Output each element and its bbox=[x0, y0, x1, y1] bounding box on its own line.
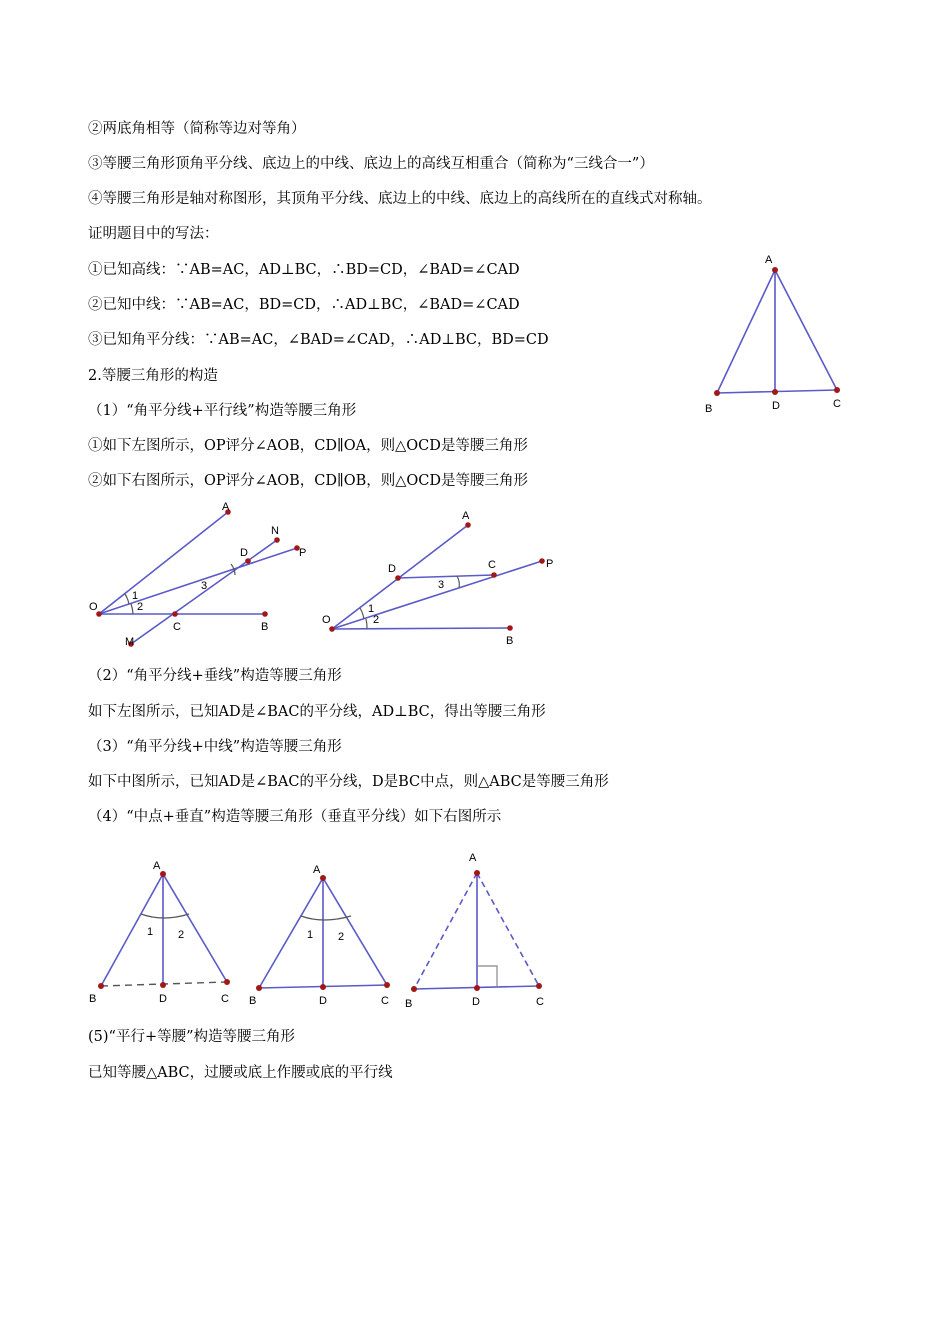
point-c bbox=[172, 611, 178, 617]
point-a bbox=[320, 875, 326, 881]
arc-angle-bac bbox=[141, 914, 189, 918]
point-d bbox=[474, 985, 480, 991]
label-angle-3: 3 bbox=[201, 580, 208, 592]
label-c: C bbox=[221, 993, 229, 1005]
label-angle-2: 2 bbox=[178, 929, 185, 941]
arc-angle-1 bbox=[125, 594, 129, 604]
label-angle-2: 2 bbox=[137, 601, 144, 613]
point-b bbox=[98, 983, 104, 989]
label-a: A bbox=[222, 501, 230, 513]
figure-bisector-perpendicular bbox=[85, 850, 250, 1010]
label-a: A bbox=[462, 510, 470, 522]
text-line-9: （1）“角平分线+平行线”构造等腰三角形 bbox=[88, 403, 357, 419]
point-c bbox=[224, 979, 230, 985]
label-d: D bbox=[472, 996, 480, 1008]
segment-ac bbox=[323, 878, 387, 985]
text-line-18: 已知等腰△ABC，过腰或底上作腰或底的平行线 bbox=[88, 1065, 393, 1081]
text-line-12: （2）“角平分线+垂线”构造等腰三角形 bbox=[88, 668, 342, 684]
text-line-14: （3）“角平分线+中线”构造等腰三角形 bbox=[88, 739, 342, 755]
figure-bisector-median bbox=[245, 850, 413, 1010]
segment-ab bbox=[717, 270, 775, 393]
figure-midpoint-perpendicular bbox=[400, 845, 565, 1015]
label-o: O bbox=[322, 614, 331, 626]
label-n: N bbox=[271, 525, 279, 537]
label-p: P bbox=[299, 547, 307, 559]
point-b bbox=[411, 986, 417, 992]
figure-triangle-abc-altitude bbox=[695, 245, 855, 420]
segment-ac bbox=[775, 270, 837, 390]
label-d: D bbox=[159, 993, 167, 1005]
point-c bbox=[384, 982, 390, 988]
segment-dc bbox=[398, 575, 494, 578]
segment-ac bbox=[163, 874, 227, 982]
point-a bbox=[474, 870, 480, 876]
point-o bbox=[329, 626, 335, 632]
text-line-4: 证明题目中的写法： bbox=[88, 226, 219, 242]
point-d bbox=[320, 984, 326, 990]
text-line-1: ②两底角相等（简称等边对等角） bbox=[88, 121, 306, 137]
figure-bisector-parallel-right bbox=[320, 505, 570, 650]
text-line-8: 2.等腰三角形的构造 bbox=[88, 368, 218, 384]
line-mn bbox=[131, 540, 277, 644]
arc-angle-3 bbox=[457, 576, 459, 588]
label-a: A bbox=[469, 852, 477, 864]
arc-angle-1 bbox=[360, 608, 364, 619]
label-d: D bbox=[240, 547, 248, 559]
label-d: D bbox=[319, 995, 327, 1007]
right-angle-mark bbox=[477, 966, 497, 987]
label-angle-2: 2 bbox=[338, 931, 345, 943]
point-c bbox=[536, 983, 542, 989]
label-c: C bbox=[381, 995, 389, 1007]
label-m: M bbox=[125, 636, 135, 648]
ray-oa bbox=[99, 512, 228, 614]
arc-angle-bac bbox=[301, 916, 351, 920]
label-d: D bbox=[388, 563, 396, 575]
point-d bbox=[395, 575, 401, 581]
text-line-17: (5)“平行+等腰”构造等腰三角形 bbox=[88, 1029, 296, 1045]
point-d bbox=[772, 389, 778, 395]
text-line-5: ①已知高线：∵AB=AC，AD⊥BC，∴BD=CD，∠BAD=∠CAD bbox=[88, 262, 520, 278]
ray-op bbox=[99, 548, 297, 614]
point-p bbox=[539, 558, 545, 564]
label-b: B bbox=[249, 995, 257, 1007]
label-a: A bbox=[153, 860, 161, 872]
point-b bbox=[714, 390, 720, 396]
label-b: B bbox=[405, 998, 413, 1010]
label-b: B bbox=[705, 403, 713, 415]
label-b: B bbox=[89, 993, 97, 1005]
label-p: P bbox=[546, 558, 554, 570]
label-b: B bbox=[506, 635, 514, 647]
label-b: B bbox=[261, 621, 269, 633]
text-line-6: ②已知中线：∵AB=AC，BD=CD，∴AD⊥BC，∠BAD=∠CAD bbox=[88, 297, 520, 313]
label-c: C bbox=[488, 559, 496, 571]
label-a: A bbox=[313, 864, 321, 876]
segment-ac-dashed bbox=[477, 873, 539, 986]
point-d bbox=[245, 558, 251, 564]
segment-ab-dashed bbox=[414, 873, 477, 989]
point-c bbox=[491, 572, 497, 578]
point-c bbox=[834, 387, 840, 393]
text-line-3: ④等腰三角形是轴对称图形，其顶角平分线、底边上的中线、底边上的高线所在的直线式对称轴。 bbox=[88, 191, 712, 207]
text-line-16: （4）“中点+垂直”构造等腰三角形（垂直平分线）如下右图所示 bbox=[88, 809, 502, 825]
point-a bbox=[465, 522, 471, 528]
label-c: C bbox=[173, 621, 181, 633]
label-o: O bbox=[89, 601, 98, 613]
arc-angle-2 bbox=[366, 619, 367, 629]
arc-angle-2 bbox=[131, 604, 133, 614]
text-line-13: 如下左图所示，已知AD是∠BAC的平分线，AD⊥BC，得出等腰三角形 bbox=[88, 704, 546, 720]
point-a bbox=[772, 267, 778, 273]
segment-ab bbox=[101, 874, 163, 986]
point-b bbox=[507, 625, 513, 631]
ray-ob bbox=[332, 628, 510, 629]
text-line-2: ③等腰三角形顶角平分线、底边上的中线、底边上的高线互相重合（简称为“三线合一”） bbox=[88, 156, 654, 172]
text-line-7: ③已知角平分线：∵AB=AC，∠BAD=∠CAD，∴AD⊥BC，BD=CD bbox=[88, 332, 549, 348]
point-b bbox=[256, 985, 262, 991]
text-line-10: ①如下左图所示，OP评分∠AOB，CD∥OA，则△OCD是等腰三角形 bbox=[88, 438, 528, 454]
label-angle-3: 3 bbox=[438, 579, 445, 591]
label-a: A bbox=[765, 254, 773, 266]
label-angle-1: 1 bbox=[307, 929, 314, 941]
label-c: C bbox=[833, 398, 841, 410]
label-angle-1: 1 bbox=[368, 603, 375, 615]
point-n bbox=[274, 537, 280, 543]
label-angle-1: 1 bbox=[132, 590, 139, 602]
text-line-11: ②如下右图所示，OP评分∠AOB，CD∥OB，则△OCD是等腰三角形 bbox=[88, 473, 529, 489]
label-angle-1: 1 bbox=[147, 926, 154, 938]
label-angle-2: 2 bbox=[373, 614, 380, 626]
segment-ab bbox=[259, 878, 323, 988]
label-c: C bbox=[536, 996, 544, 1008]
label-d: D bbox=[772, 400, 780, 412]
point-d bbox=[160, 982, 166, 988]
figure-bisector-parallel-left bbox=[85, 500, 325, 655]
point-b bbox=[262, 611, 268, 617]
text-line-15: 如下中图所示，已知AD是∠BAC的平分线，D是BC中点，则△ABC是等腰三角形 bbox=[88, 774, 609, 790]
point-a bbox=[160, 871, 166, 877]
